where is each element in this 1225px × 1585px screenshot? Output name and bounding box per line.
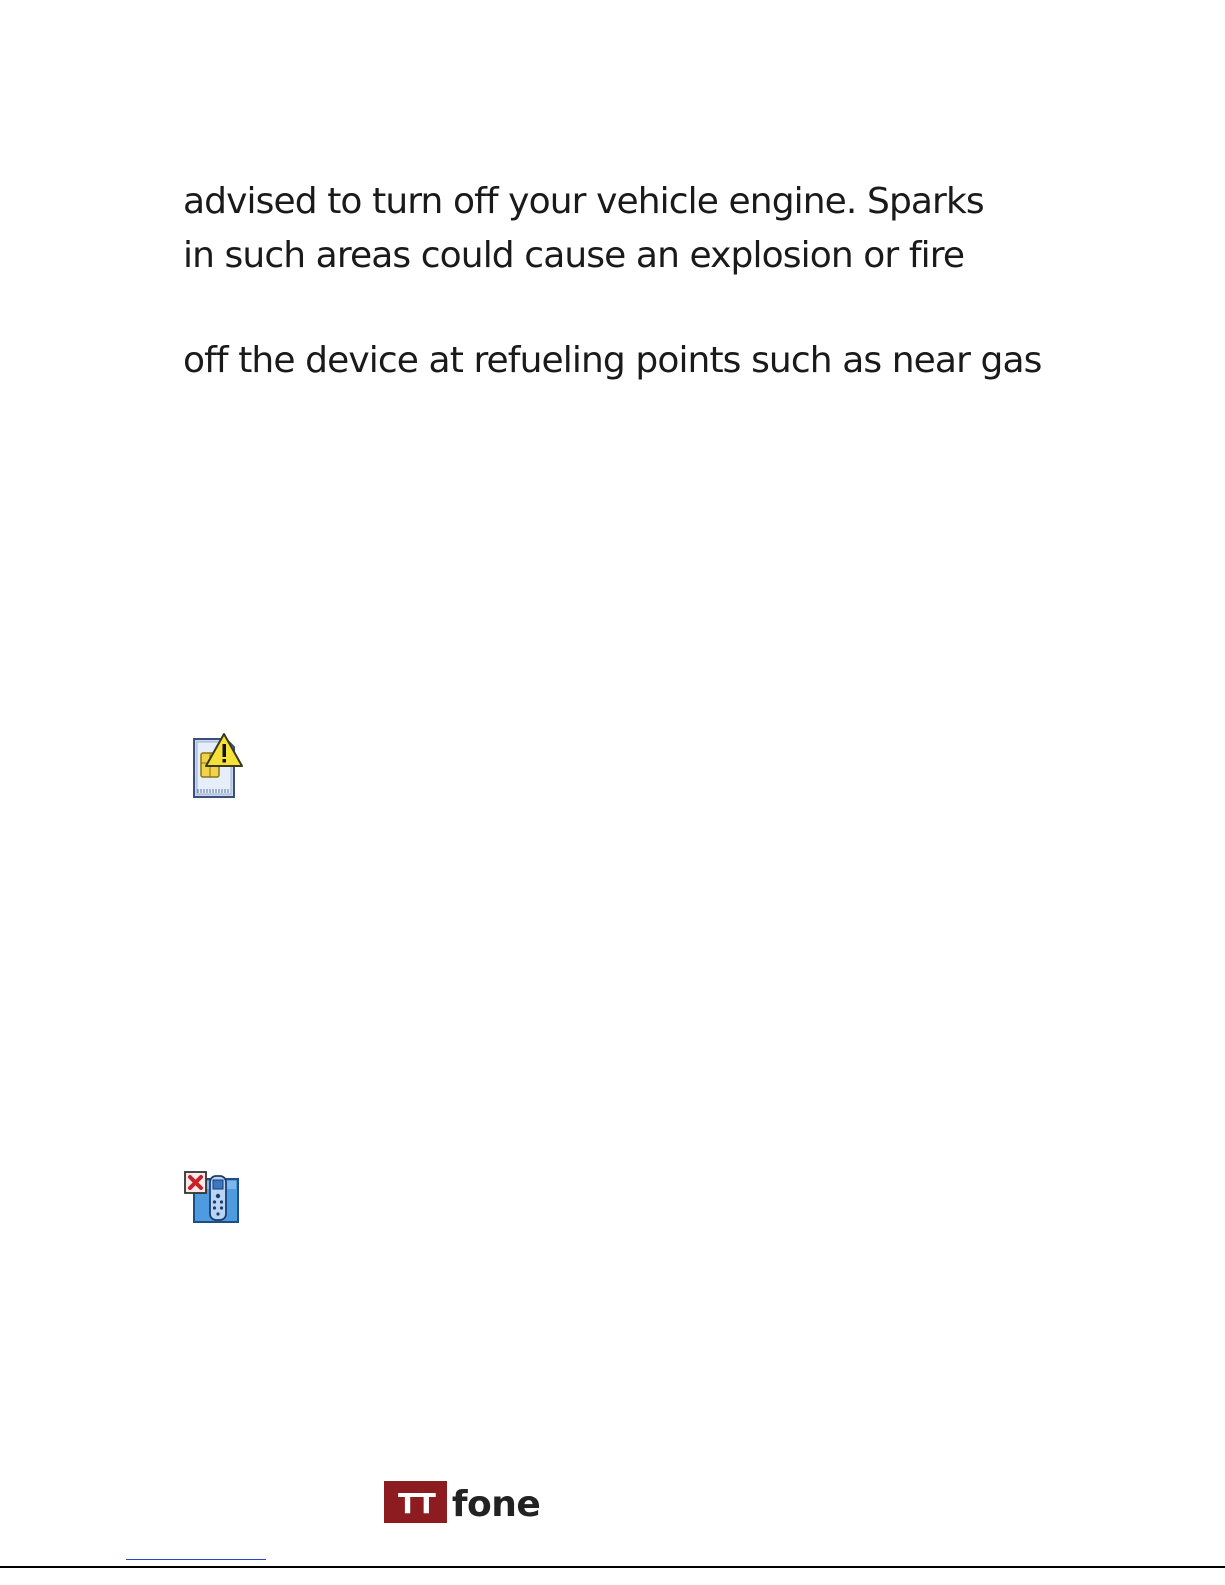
footer-rule — [0, 1566, 1225, 1568]
paragraph-line-1: advised to turn off your vehicle engine. Sparks — [183, 181, 984, 222]
logo-badge: TT — [384, 1481, 447, 1523]
device-restricted-icon — [184, 1171, 242, 1225]
footer-link-underline — [126, 1559, 266, 1560]
sim-card-warning-icon — [188, 733, 244, 801]
logo-word: fone — [451, 1484, 541, 1525]
paragraph-line-3: off the device at refueling points such as near gas — [183, 340, 1042, 381]
paragraph-line-2: in such areas could cause an explosion or fire — [183, 235, 965, 276]
ttfone-logo — [384, 1481, 540, 1523]
